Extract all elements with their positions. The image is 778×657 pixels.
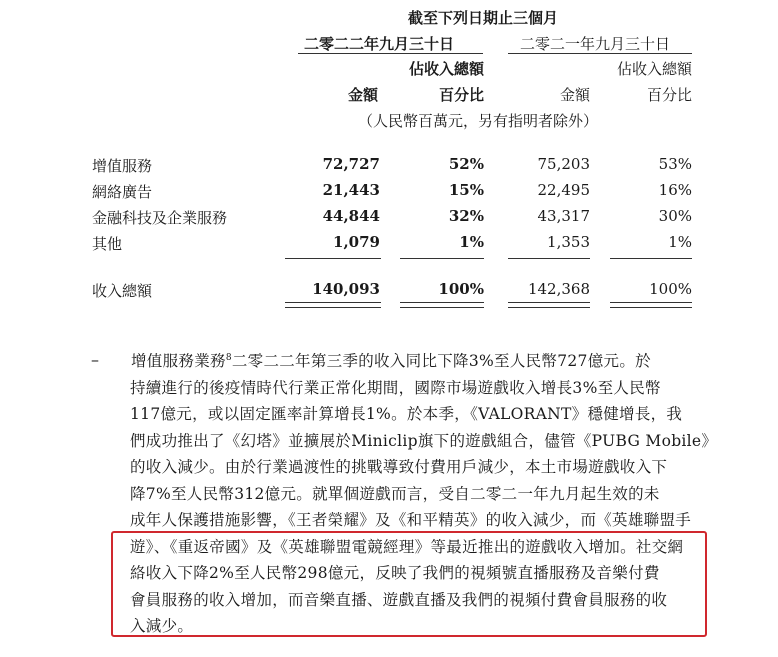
- subtotal-rule-amt22: [285, 258, 381, 259]
- paragraph-line: 持續進行的後疫情時代行業正常化期間，國際市場遊戲收入增長3%至人民幣: [130, 378, 661, 397]
- total-amt22: 140,093: [312, 280, 380, 298]
- paragraph-first-line: [131, 349, 651, 371]
- percent-2022-header: 百分比: [438, 86, 484, 104]
- total-amt21: 142,368: [527, 280, 590, 298]
- total-double-rule-pct22: [400, 302, 484, 308]
- date-2021: 二零二一年九月三十日: [520, 35, 671, 53]
- pct-total-2022: 佔收入總額: [408, 60, 484, 78]
- paragraph-line: 降7%至人民幣312億元。就單個遊戲而言，受自二零二一年九月起生效的未: [130, 484, 660, 503]
- date-2022: 二零二二年九月三十日: [304, 35, 455, 53]
- amount-2021-header: 金額: [559, 86, 590, 104]
- header-rule-2022: [298, 53, 483, 54]
- subtotal-rule-amt21: [508, 258, 590, 259]
- subtotal-rule-pct21: [610, 258, 692, 259]
- bullet-dash: –: [91, 350, 99, 369]
- total-double-rule-pct21: [610, 302, 692, 308]
- percent-2021-header: 百分比: [646, 86, 692, 104]
- row-amount-2022: 1,079: [333, 233, 380, 251]
- total-label: 收入總額: [92, 282, 153, 300]
- paragraph-line: 成年人保護措施影響，《王者榮耀》及《和平精英》的收入減少，而《英雄聯盟手: [130, 511, 692, 529]
- paragraph-line: 入減少。: [130, 617, 194, 635]
- total-double-rule-amt22: [285, 302, 381, 308]
- footnote-mark: 8: [225, 352, 232, 363]
- row-amount-2021: 1,353: [547, 233, 590, 251]
- row-percent-2022: 52%: [448, 155, 484, 173]
- row-percent-2021: 16%: [658, 181, 692, 199]
- row-amount-2022: 44,844: [322, 207, 380, 225]
- header-rule-2021: [508, 53, 692, 54]
- row-label: 網絡廣告: [92, 183, 153, 201]
- row-label: 其他: [92, 235, 123, 253]
- row-amount-2021: 43,317: [537, 207, 590, 225]
- row-percent-2021: 53%: [658, 155, 692, 173]
- row-percent-2022: 1%: [459, 233, 484, 251]
- pct-total-2021: 佔收入總額: [616, 60, 692, 78]
- row-amount-2021: 75,203: [537, 155, 590, 173]
- paragraph-line: 的收入減少。由於行業過渡性的挑戰導致付費用戶減少，本土市場遊戲收入下: [130, 458, 668, 476]
- paragraph-line: 117億元，或以固定匯率計算增長1%。於本季，《VALORANT》穩健增長，我: [130, 405, 683, 423]
- unit-note: （人民幣百萬元，另有指明者除外）: [358, 112, 599, 130]
- paragraph-first-line-text: 二零二二年第三季的收入同比下降3%至人民幣727億元。於: [231, 352, 651, 370]
- paragraph-line: 們成功推出了《幻塔》並擴展於Miniclip旗下的遊戲組合，儘管《PUBG Mobile》: [130, 431, 718, 450]
- paragraph-line: 遊》、《重返帝國》及《英雄聯盟電競經理》等最近推出的遊戲收入增加。社交網: [130, 537, 684, 556]
- highlight-box: [111, 531, 707, 637]
- row-amount-2022: 72,727: [322, 155, 380, 173]
- paragraph-line: 會員服務的收入增加，而音樂直播、遊戲直播及我們的視頻付費會員服務的收: [130, 590, 668, 609]
- amount-2022-header: 金額: [347, 86, 378, 104]
- paragraph-line: 絡收入下降2%至人民幣298億元，反映了我們的視頻號直播服務及音樂付費: [130, 564, 660, 582]
- total-pct22: 100%: [438, 280, 484, 298]
- row-percent-2022: 32%: [448, 207, 484, 225]
- row-percent-2021: 1%: [668, 233, 692, 251]
- period-header: 截至下列日期止三個月: [408, 9, 559, 27]
- row-amount-2021: 22,495: [537, 181, 590, 199]
- row-percent-2022: 15%: [448, 181, 484, 199]
- paragraph-heading: 增值服務業務: [131, 352, 226, 370]
- subtotal-rule-pct22: [400, 258, 484, 259]
- row-label: 增值服務: [92, 157, 153, 175]
- row-label: 金融科技及企業服務: [92, 209, 228, 227]
- row-amount-2022: 21,443: [322, 181, 380, 199]
- total-double-rule-amt21: [508, 302, 590, 308]
- row-percent-2021: 30%: [658, 207, 692, 225]
- total-pct21: 100%: [649, 280, 692, 298]
